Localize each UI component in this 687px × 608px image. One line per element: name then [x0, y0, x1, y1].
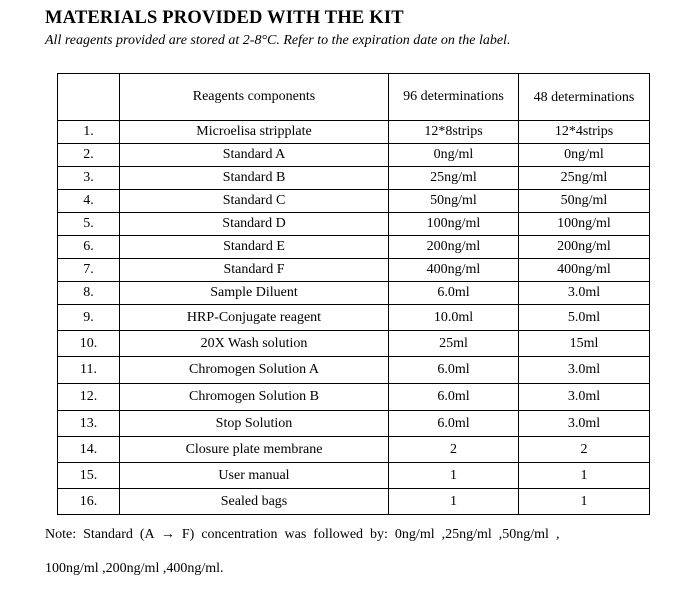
- table-row: [58, 331, 650, 357]
- storage-note: All reagents provided are stored at 2-8°C. Refer to the expiration date on the label.: [45, 33, 511, 48]
- table-row: [58, 213, 650, 236]
- row-number: 10.: [58, 331, 120, 357]
- amount-48: 3.0ml: [519, 282, 650, 305]
- row-number: 1.: [58, 121, 120, 144]
- row-number: 14.: [58, 437, 120, 463]
- row-number: 11.: [58, 357, 120, 384]
- reagent-name: Chromogen Solution A: [120, 357, 389, 384]
- amount-96: 1: [389, 489, 519, 515]
- amount-48: 1: [519, 489, 650, 515]
- row-number: 7.: [58, 259, 120, 282]
- amount-96: 25ml: [389, 331, 519, 357]
- reagent-name: User manual: [120, 463, 389, 489]
- reagent-name: Standard B: [120, 167, 389, 190]
- reagent-name: Microelisa stripplate: [120, 121, 389, 144]
- table-row: [58, 489, 650, 515]
- amount-48: 3.0ml: [519, 384, 650, 411]
- note-line-2: 100ng/ml ,200ng/ml ,400ng/ml.: [45, 561, 224, 576]
- amount-96: 100ng/ml: [389, 213, 519, 236]
- table-row: [58, 190, 650, 213]
- amount-96: 6.0ml: [389, 384, 519, 411]
- row-number: 4.: [58, 190, 120, 213]
- row-number: 2.: [58, 144, 120, 167]
- reagent-name: Sample Diluent: [120, 282, 389, 305]
- row-number: 5.: [58, 213, 120, 236]
- amount-96: 6.0ml: [389, 357, 519, 384]
- amount-48: 15ml: [519, 331, 650, 357]
- reagent-name: Closure plate membrane: [120, 437, 389, 463]
- amount-48: 200ng/ml: [519, 236, 650, 259]
- amount-48: 25ng/ml: [519, 167, 650, 190]
- amount-48: 3.0ml: [519, 411, 650, 437]
- amount-48: 50ng/ml: [519, 190, 650, 213]
- reagent-name: Standard F: [120, 259, 389, 282]
- reagent-name: Standard D: [120, 213, 389, 236]
- amount-96: 400ng/ml: [389, 259, 519, 282]
- row-number: 9.: [58, 305, 120, 331]
- amount-96: 200ng/ml: [389, 236, 519, 259]
- table-row: [58, 121, 650, 144]
- amount-96: 50ng/ml: [389, 190, 519, 213]
- amount-48: 12*4strips: [519, 121, 650, 144]
- reagent-name: HRP-Conjugate reagent: [120, 305, 389, 331]
- row-number: 15.: [58, 463, 120, 489]
- amount-48: 2: [519, 437, 650, 463]
- table-row: [58, 305, 650, 331]
- table-row: [58, 357, 650, 384]
- reagent-name: Chromogen Solution B: [120, 384, 389, 411]
- row-number: 16.: [58, 489, 120, 515]
- table-row: [58, 167, 650, 190]
- amount-48: 5.0ml: [519, 305, 650, 331]
- amount-48: 1: [519, 463, 650, 489]
- table-row: [58, 437, 650, 463]
- header-96: 96 determinations: [389, 74, 519, 121]
- amount-96: 1: [389, 463, 519, 489]
- table-header-row: [58, 74, 650, 121]
- amount-96: 10.0ml: [389, 305, 519, 331]
- amount-48: 100ng/ml: [519, 213, 650, 236]
- row-number: 3.: [58, 167, 120, 190]
- reagent-name: Sealed bags: [120, 489, 389, 515]
- table-row: [58, 282, 650, 305]
- amount-96: 0ng/ml: [389, 144, 519, 167]
- amount-96: 25ng/ml: [389, 167, 519, 190]
- table-row: [58, 384, 650, 411]
- reagent-name: Standard A: [120, 144, 389, 167]
- amount-96: 6.0ml: [389, 282, 519, 305]
- section-title: MATERIALS PROVIDED WITH THE KIT: [45, 8, 404, 28]
- reagent-name: Standard E: [120, 236, 389, 259]
- header-index: [58, 74, 120, 121]
- amount-48: 400ng/ml: [519, 259, 650, 282]
- materials-table: [57, 73, 650, 515]
- reagent-name: Standard C: [120, 190, 389, 213]
- table-row: [58, 236, 650, 259]
- row-number: 13.: [58, 411, 120, 437]
- amount-48: 0ng/ml: [519, 144, 650, 167]
- note-line-1: Note: Standard (A → F) concentration was followed by: 0ng/ml ,25ng/ml ,50ng/ml ,: [45, 527, 560, 542]
- amount-96: 12*8strips: [389, 121, 519, 144]
- amount-96: 2: [389, 437, 519, 463]
- table-row: [58, 144, 650, 167]
- row-number: 12.: [58, 384, 120, 411]
- row-number: 8.: [58, 282, 120, 305]
- row-number: 6.: [58, 236, 120, 259]
- header-48: 48 determinations: [519, 74, 650, 121]
- table-row: [58, 411, 650, 437]
- reagent-name: Stop Solution: [120, 411, 389, 437]
- table-row: [58, 259, 650, 282]
- table-row: [58, 463, 650, 489]
- reagent-name: 20X Wash solution: [120, 331, 389, 357]
- amount-48: 3.0ml: [519, 357, 650, 384]
- header-reagents: Reagents components: [120, 74, 389, 121]
- amount-96: 6.0ml: [389, 411, 519, 437]
